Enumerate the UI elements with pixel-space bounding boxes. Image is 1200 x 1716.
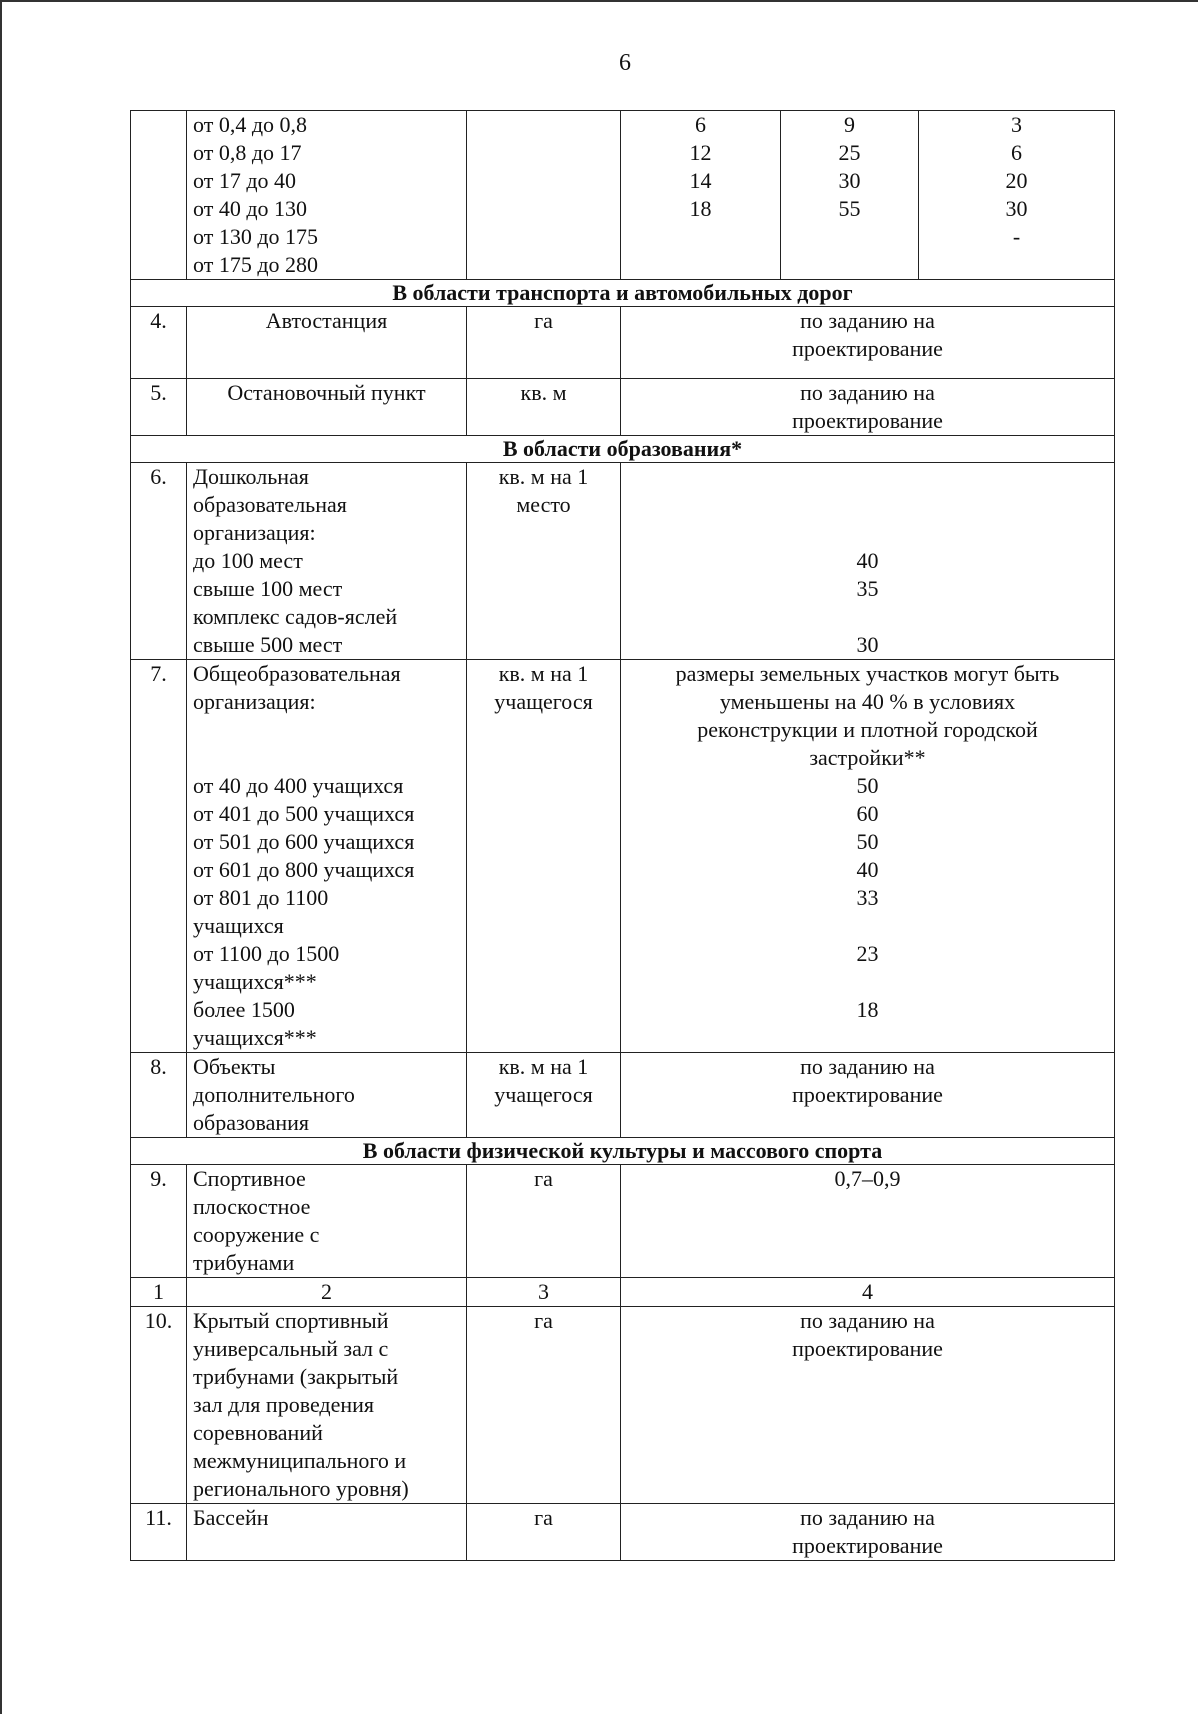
norm-line: по заданию на	[800, 308, 935, 333]
norm-line: по заданию на	[800, 1505, 935, 1530]
norm-line: по заданию на	[800, 1308, 935, 1333]
unit-cell	[467, 111, 621, 280]
row-number: 5.	[131, 379, 187, 436]
name-line: межмуниципального и	[193, 1448, 407, 1473]
sub-item: от 401 до 500 учащихся	[193, 801, 415, 826]
unit: га	[467, 1504, 621, 1561]
unit-line: кв. м на 1	[498, 1054, 589, 1079]
value-cell-a	[621, 111, 781, 280]
name-line: Общеобразовательная	[193, 661, 401, 686]
name-line: до 100 мест	[193, 548, 303, 573]
norm-value: 23	[856, 941, 879, 966]
object-name	[187, 1053, 467, 1138]
name-line: свыше 100 мест	[193, 576, 343, 601]
norm-line: проектирование	[792, 408, 943, 433]
norm-line: проектирование	[792, 336, 943, 361]
name-line: Объекты	[193, 1054, 276, 1079]
value: 18	[689, 196, 712, 221]
norm-line: проектирование	[792, 1336, 943, 1361]
name-line: Дошкольная	[193, 464, 309, 489]
unit: га	[467, 1307, 621, 1504]
sub-item: более 1500	[193, 997, 295, 1022]
name-line: плоскостное	[193, 1194, 311, 1219]
unit-line: кв. м на 1	[498, 464, 589, 489]
sub-item: от 40 до 400 учащихся	[193, 773, 404, 798]
value: 25	[838, 140, 861, 165]
name-line: трибунами	[193, 1250, 295, 1275]
value-cell-b	[781, 111, 919, 280]
table-row	[131, 1504, 1115, 1561]
column-number: 3	[467, 1278, 621, 1307]
sub-item: учащихся	[193, 913, 284, 938]
value: 20	[1005, 168, 1028, 193]
value: -	[1012, 224, 1021, 249]
value: 3	[1011, 112, 1022, 137]
object-name: Автостанция	[187, 307, 467, 379]
section-row	[131, 1138, 1115, 1165]
row-number: 6.	[131, 463, 187, 660]
unit-line: учащегося	[494, 1082, 593, 1107]
column-number: 4	[621, 1278, 1115, 1307]
row-number: 11.	[131, 1504, 187, 1561]
range-item: от 17 до 40	[193, 168, 297, 193]
row-number: 7.	[131, 660, 187, 1053]
range-item: от 0,4 до 0,8	[193, 112, 308, 137]
table-row	[131, 307, 1115, 379]
object-name	[187, 1307, 467, 1504]
row-number: 4.	[131, 307, 187, 379]
column-number: 2	[187, 1278, 467, 1307]
object-name	[187, 660, 467, 1053]
name-line: образовательная	[193, 492, 347, 517]
range-item: от 0,8 до 17	[193, 140, 302, 165]
name-line: Крытый спортивный	[193, 1308, 389, 1333]
unit	[467, 660, 621, 1053]
name-cell	[187, 111, 467, 280]
value: 6	[1011, 140, 1022, 165]
table-row	[131, 1307, 1115, 1504]
norm-line: по заданию на	[800, 380, 935, 405]
section-title: В области физической культуры и массового спорта	[131, 1138, 1115, 1165]
sub-item: от 601 до 800 учащихся	[193, 857, 415, 882]
value-cell-c	[919, 111, 1115, 280]
object-name: Бассейн	[187, 1504, 467, 1561]
name-line: универсальный зал с	[193, 1336, 389, 1361]
name-line: Спортивное	[193, 1166, 306, 1191]
unit-line: учащегося	[494, 689, 593, 714]
range-item: от 130 до 175	[193, 224, 319, 249]
norm-line: проектирование	[792, 1082, 943, 1107]
norm-value: 0,7–0,9	[621, 1165, 1115, 1278]
page-number: 6	[619, 50, 631, 76]
column-number-row	[131, 1278, 1115, 1307]
norm-value: 60	[856, 801, 879, 826]
norm-cell	[621, 463, 1115, 660]
norm-value: 35	[856, 576, 879, 601]
unit-line: кв. м на 1	[498, 661, 589, 686]
value: 14	[689, 168, 712, 193]
name-line: зал для проведения	[193, 1392, 375, 1417]
name-line: комплекс садов-яслей	[193, 604, 398, 629]
value: 55	[838, 196, 861, 221]
norms-table	[130, 110, 1115, 1561]
table-row	[131, 463, 1115, 660]
column-number: 1	[131, 1278, 187, 1307]
note-line: уменьшены на 40 % в условиях	[719, 689, 1016, 714]
note-line: размеры земельных участков могут быть	[675, 661, 1060, 686]
norm-cell	[621, 379, 1115, 436]
name-line: трибунами (закрытый	[193, 1364, 399, 1389]
sub-item: учащихся***	[193, 1025, 317, 1050]
unit: га	[467, 1165, 621, 1278]
range-item: от 175 до 280	[193, 252, 319, 277]
name-line: образования	[193, 1110, 310, 1135]
object-name: Остановочный пункт	[187, 379, 467, 436]
object-name	[187, 1165, 467, 1278]
sub-item: от 1100 до 1500	[193, 941, 340, 966]
num-cell	[131, 111, 187, 280]
section-title: В области транспорта и автомобильных дорог	[131, 280, 1115, 307]
norm-line: проектирование	[792, 1533, 943, 1558]
unit-line: место	[516, 492, 571, 517]
value: 12	[689, 140, 712, 165]
norm-value: 30	[856, 632, 879, 657]
unit: га	[467, 307, 621, 379]
table-row	[131, 660, 1115, 1053]
norm-value: 18	[856, 997, 879, 1022]
range-item: от 40 до 130	[193, 196, 308, 221]
norm-value: 40	[856, 857, 879, 882]
name-line: дополнительного	[193, 1082, 355, 1107]
section-title: В области образования*	[131, 436, 1115, 463]
object-name	[187, 463, 467, 660]
sub-item: учащихся***	[193, 969, 317, 994]
note-line: застройки**	[809, 745, 926, 770]
note-line: реконструкции и плотной городской	[697, 717, 1038, 742]
table-row	[131, 379, 1115, 436]
name-line: организация:	[193, 520, 316, 545]
sub-item: от 801 до 1100	[193, 885, 329, 910]
section-row	[131, 280, 1115, 307]
norm-value: 33	[856, 885, 879, 910]
name-line: регионального уровня)	[193, 1476, 409, 1501]
norm-cell	[621, 1307, 1115, 1504]
value: 6	[695, 112, 706, 137]
unit: кв. м	[467, 379, 621, 436]
name-line: организация:	[193, 689, 316, 714]
name-line: соревнований	[193, 1420, 323, 1445]
table-row	[131, 111, 1115, 280]
unit	[467, 1053, 621, 1138]
table-row	[131, 1165, 1115, 1278]
row-number: 9.	[131, 1165, 187, 1278]
norm-cell	[621, 1053, 1115, 1138]
row-number: 10.	[131, 1307, 187, 1504]
name-line: свыше 500 мест	[193, 632, 343, 657]
norm-value: 50	[856, 773, 879, 798]
norm-value: 40	[856, 548, 879, 573]
table-row	[131, 1053, 1115, 1138]
unit	[467, 463, 621, 660]
name-line: сооружение с	[193, 1222, 320, 1247]
section-row	[131, 436, 1115, 463]
sub-item: от 501 до 600 учащихся	[193, 829, 415, 854]
value: 30	[1005, 196, 1028, 221]
row-number: 8.	[131, 1053, 187, 1138]
value: 30	[838, 168, 861, 193]
norm-cell	[621, 1504, 1115, 1561]
value: 9	[844, 112, 855, 137]
norm-cell	[621, 660, 1115, 1053]
norm-line: по заданию на	[800, 1054, 935, 1079]
norm-cell	[621, 307, 1115, 379]
norm-value: 50	[856, 829, 879, 854]
